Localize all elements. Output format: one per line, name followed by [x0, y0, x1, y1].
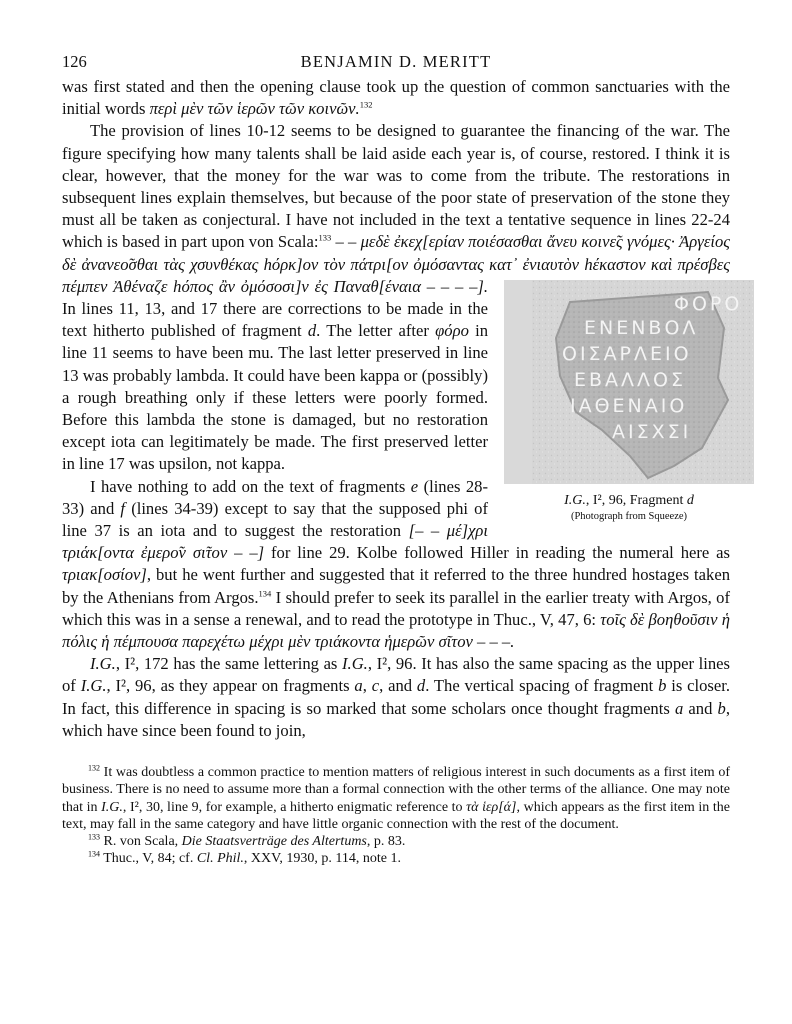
- fn134-text-a: Thuc., V, 84; cf.: [100, 851, 197, 867]
- p2-text-d: in line 11 seems to have been mu. The last letter preserved in line 13 was probably lambda. It could have been kappa or (possibly) a rough breathing only if these letters were poorly formed. Before this lambda the stone is damaged, but no restoration except iota can legitimately be made. The first preserved letter in line 17 was upsilon, not kappa.: [62, 321, 488, 474]
- p4-frag-b-2: b: [717, 698, 726, 718]
- footnote-132: [62, 764, 730, 833]
- fn132-ig: I.G.: [101, 799, 123, 815]
- page-number: 126: [62, 52, 87, 71]
- inscription-line-1: ΦΟΡΟ: [674, 292, 743, 315]
- fn133-text-b: , p. 83.: [366, 833, 406, 849]
- page: [62, 52, 743, 867]
- footnotes: [62, 764, 730, 867]
- p3-frag-e: e: [410, 476, 419, 496]
- p3-greek-1: [– – μέ]χρι τριάκ[οντα ἐμερο̃ν σι̃τον – –]: [62, 521, 488, 563]
- figure-subcaption: (Photograph from Squeeze): [570, 510, 688, 522]
- figure-caption: [500, 492, 730, 510]
- p4-ig-3: I.G.: [80, 676, 107, 696]
- squeeze-image: [532, 280, 754, 484]
- p2-text-c: . The letter after: [316, 321, 436, 341]
- paragraph-1: [62, 76, 730, 120]
- p4-text-h: and: [683, 698, 718, 718]
- p4-frag-c: c: [371, 676, 380, 696]
- fn132-greek: τὰ ἱερ[ά]: [466, 799, 517, 815]
- p4-frag-b: b: [658, 676, 667, 696]
- caption-fragment-letter: d: [686, 492, 694, 508]
- footnote-number-134: 134: [88, 849, 100, 859]
- p4-text-a: , I², 172 has the same lettering as: [115, 654, 343, 674]
- fn132-text-b: , I², 30, line 9, for example, a hitherto enigmatic reference to: [122, 799, 467, 815]
- p3-greek-2: τριακ[οσίον]: [62, 565, 147, 585]
- p4-text-g: is closer. In fact, this difference in spacing is so marked that some scholars once thought fragments: [62, 676, 731, 718]
- fn133-title: Die Staatsverträge des Altertums: [181, 833, 367, 849]
- fn134-text-b: , XXV, 1930, p. 114, note 1.: [243, 851, 402, 867]
- fn134-title: Cl. Phil.: [196, 851, 244, 867]
- footnote-134: [62, 850, 730, 867]
- p3-frag-f: f: [120, 498, 126, 518]
- running-header: [62, 52, 730, 76]
- p3-text-a: I have nothing to add on the text of fragments: [90, 476, 411, 496]
- p4-ig-1: I.G.: [90, 654, 116, 674]
- inscription-line-2: ΕΝΕΝΒΟΛ: [584, 316, 699, 339]
- inscription-line-4: ΕΒΑΛΛΟΣ: [574, 368, 686, 391]
- footnote-133: [62, 833, 730, 850]
- p4-frag-d: d: [416, 676, 426, 696]
- p4-text-i: , which have since been found to join,: [62, 698, 730, 740]
- fn133-text-a: R. von Scala,: [100, 833, 182, 849]
- main-text: [62, 76, 743, 742]
- footnote-ref-134[interactable]: 134: [258, 588, 272, 599]
- p3-greek-3: τοῖς δὲ βοηθοῦσιν ἡ πόλις ἡ πέμπουσα παρεχέτω μέχρι μὲν τριάκοντα ἡμερῶν σῖτον – – –.: [62, 609, 731, 652]
- p3-text-b: (lines 28-33) and: [62, 476, 488, 518]
- p2-phoro: φόρο: [435, 321, 469, 341]
- p3-text-e: , but he went further and suggested that it referred to the three hundred hostages taken by the Athenians from Argos.: [62, 565, 730, 607]
- p2-text-b: In lines 11, 13, and 17 there are corrections to be made in the text hitherto published of fragment: [62, 299, 488, 341]
- p4-frag-a-2: a: [674, 698, 684, 718]
- p4-text-c: , I², 96, as they appear on fragments: [106, 676, 355, 696]
- inscription-line-6: ΑΙΣΧΣΙ: [612, 420, 692, 443]
- p4-text-d: ,: [362, 676, 372, 696]
- paragraph-4: [62, 653, 730, 742]
- fn132-text-a: It was doubtless a common practice to mention matters of religious interest in such documents as a first item of business. There is no need to assume more than a formal connection with the other terms of the alliance. One may note that in: [62, 765, 730, 815]
- squeeze-photograph: [504, 280, 743, 484]
- p4-frag-a: a: [354, 676, 363, 696]
- p3-text-f: I should prefer to seek its parallel in the earlier treaty with Argos, of which this was in a sense a renewal, and to read the prototype in Thuc., V, 47, 6:: [62, 587, 731, 629]
- p3-text-c: (lines 34-39) except to say that the supposed phi of line 37 is an iota and to suggest the restoration: [62, 498, 488, 541]
- p2-greek: – – μεδὲ ἐκεχ[ερίαν ποιέσασθαι ἄνευ κοινε̃ς γνόμες· Ἀργείος δὲ ἀνανεο̃σθαι τὰς χσυνθέκας hόρκ]ον τὸν πάτρι[ον ὀμόσαντας κατ᾽ ἐνιαυτὸν hέκαστον καὶ πρέσβες πέμπεν Ἀθέναζε hόπος ἂν ὀμόσοσι]ν ἐς Παναθ[έναια – – – –].: [62, 232, 730, 296]
- p4-text-f: . The vertical spacing of fragment: [425, 676, 659, 696]
- caption-ig: I.G.: [564, 492, 586, 508]
- inscription-line-5: ΙΑΘΕΝΑΙΟ: [570, 394, 688, 417]
- p4-text-b: , I², 96. It has also the same spacing as the upper lines of: [62, 654, 730, 696]
- p4-text-e: , and: [379, 676, 417, 696]
- inscription-line-3: ΟΙΣΑΡΛΕΙΟ: [562, 342, 692, 365]
- footnote-number-133: 133: [88, 832, 100, 842]
- p3-text-d: for line 29. Kolbe followed Hiller in reading the numeral here as: [264, 543, 730, 563]
- footnote-number-132: 132: [88, 763, 100, 773]
- caption-ref: , I², 96, Fragment: [585, 492, 687, 508]
- footnote-ref-133[interactable]: 133: [318, 232, 332, 243]
- p1-text: was first stated and then the opening clause took up the question of common sanctuaries with the initial words: [62, 77, 730, 119]
- running-head-author: BENJAMIN D. MERITT: [300, 52, 492, 71]
- figure-fragment-d: [500, 280, 743, 524]
- p2-text-a: The provision of lines 10-12 seems to be designed to guarantee the financing of the war. The figure specifying how many talents shall be laid aside each year is, of course, restored. I think it is clear, however, that the money for the war was to come from the tribute. The restorations in subsequent lines explain themselves, but because of the poor state of preservation of the stone they must all be taken as conjectural. I have not included in the text a tentative sequence in lines 22-24 which is based in part upon von Scala:: [62, 121, 730, 252]
- fn132-text-c: , which appears as the first item in the text, may fall in the same category and have little organic connection with the rest of the document.: [62, 799, 730, 832]
- footnote-ref-132[interactable]: 132: [359, 99, 373, 110]
- p1-greek: περὶ μὲν τῶν ἱερῶν τῶν κοινῶν.: [149, 99, 360, 119]
- p4-ig-2: I.G.: [342, 654, 368, 674]
- p2-frag-d: d: [307, 321, 317, 341]
